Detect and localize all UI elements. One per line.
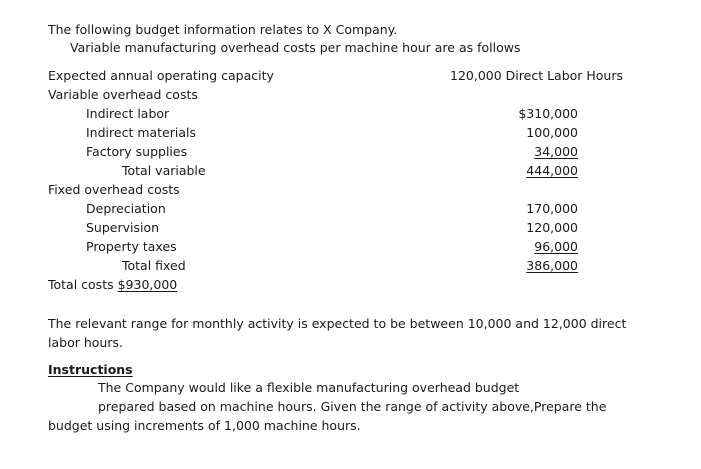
total-costs-label: Total costs: [48, 277, 114, 292]
total-costs-value: $930,000: [117, 277, 178, 292]
intro-line-1: The following budget information relates to X Company.: [48, 22, 398, 37]
total-fixed-label: Total fixed: [122, 258, 186, 273]
relevant-range-paragraph: The relevant range for monthly activity is expected to be between 10,000 and 12,000 direct labor hours.: [48, 316, 627, 350]
fixed-item-value: 120,000: [526, 220, 578, 235]
total-fixed-value: 386,000: [526, 258, 578, 273]
fixed-item-value: 170,000: [526, 201, 578, 216]
capacity-label: Expected annual operating capacity: [48, 68, 274, 83]
total-variable-value: 444,000: [526, 163, 578, 178]
total-costs-row: [48, 277, 177, 293]
fixed-item-value: 96,000: [534, 239, 578, 254]
instructions-heading: Instructions: [48, 362, 133, 377]
instructions-line-3: budget using increments of 1,000 machine hours.: [48, 418, 361, 433]
variable-item-value: $310,000: [518, 106, 578, 121]
capacity-value: 120,000 Direct Labor Hours: [450, 68, 624, 83]
fixed-item-label: Depreciation: [86, 201, 166, 216]
total-variable-label: Total variable: [122, 163, 206, 178]
variable-item-value: 100,000: [526, 125, 578, 140]
variable-item-label: Indirect labor: [86, 106, 170, 121]
intro-line-2: Variable manufacturing overhead costs per machine hour are as follows: [70, 40, 521, 55]
variable-item-label: Indirect materials: [86, 125, 197, 140]
variable-heading: Variable overhead costs: [48, 87, 198, 102]
variable-item-label: Factory supplies: [86, 144, 188, 159]
fixed-item-label: Property taxes: [86, 239, 177, 254]
fixed-heading: Fixed overhead costs: [48, 182, 180, 197]
instructions-line-1: The Company would like a flexible manufacturing overhead budget: [98, 380, 520, 395]
fixed-item-label: Supervision: [86, 220, 160, 235]
variable-item-value: 34,000: [534, 144, 578, 159]
instructions-line-2: prepared based on machine hours. Given the range of activity above,Prepare the: [98, 399, 607, 414]
